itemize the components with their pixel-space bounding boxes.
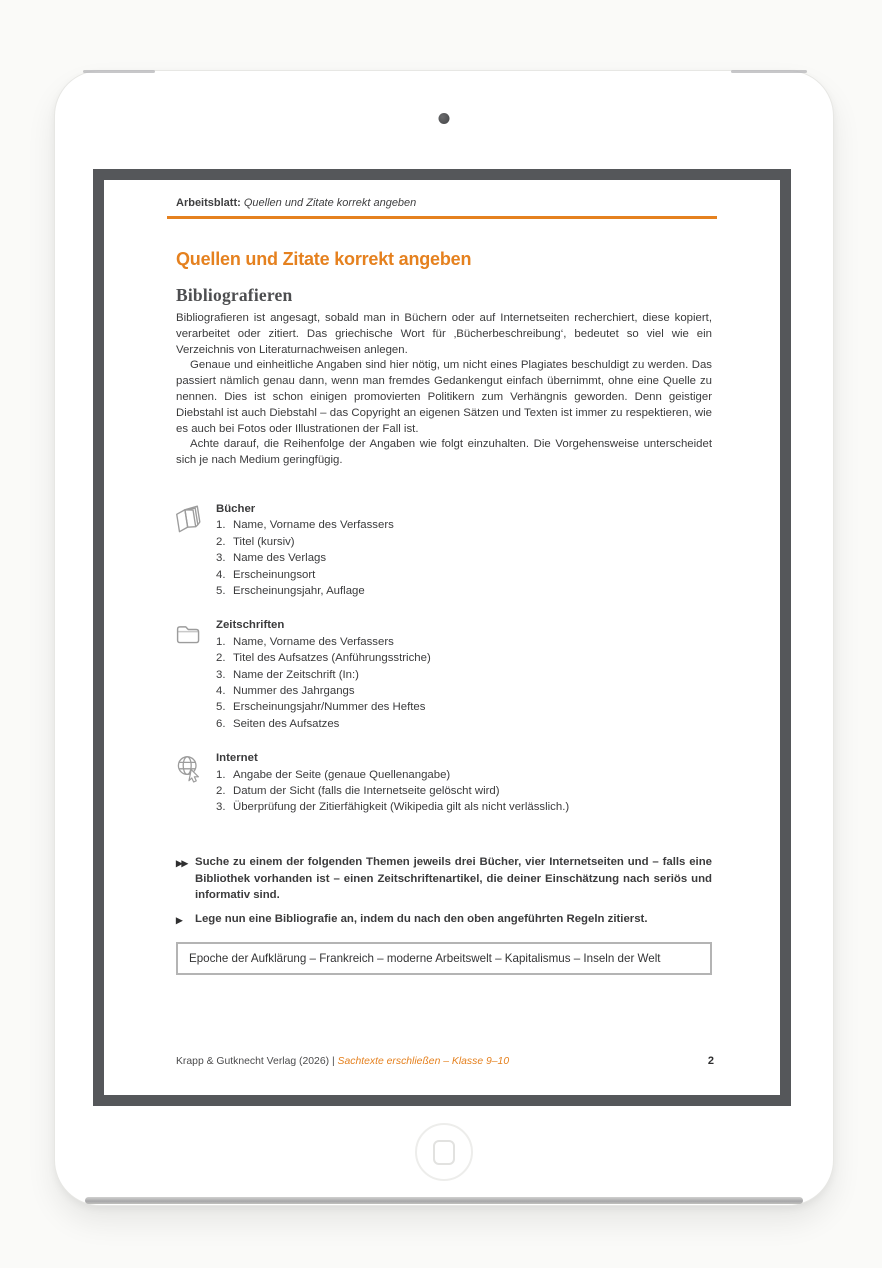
globe-cursor-icon <box>172 750 206 816</box>
footer-series: Sachtexte erschließen – Klasse 9–10 <box>337 1056 510 1067</box>
front-camera-icon <box>439 113 450 124</box>
tablet-device <box>54 70 834 1206</box>
worksheet-frame <box>93 169 791 1106</box>
book-icon <box>172 501 206 599</box>
page-title: Quellen und Zitate korrekt angeben <box>176 249 472 269</box>
list-item: Name des Verlags <box>233 552 327 565</box>
list-item: Erscheinungsjahr/Nummer des Heftes <box>233 701 426 714</box>
paragraph: Achte darauf, die Reihenfolge der Angaben wie folgt einzuhalten. Die Vorgehensweise unterscheidet sich je nach Medium geringfügig. <box>176 438 712 467</box>
section-heading: Bibliografieren <box>176 285 293 305</box>
tablet-edge-highlight <box>731 70 807 73</box>
worksheet-header-title: Quellen und Zitate korrekt angeben <box>243 197 417 209</box>
task-item <box>176 911 712 928</box>
list-item: Angabe der Seite (genaue Quellenangabe) <box>233 768 451 781</box>
topics-box: Epoche der Aufklärung – Frankreich – moderne Arbeitswelt – Kapitalismus – Inseln der Welt <box>176 942 712 975</box>
page-number: 2 <box>707 1055 714 1067</box>
arrow-icon: ▶ <box>176 915 182 926</box>
list-internet <box>172 750 712 816</box>
list-item: Erscheinungsjahr, Auflage <box>233 585 365 597</box>
task-text: Lege nun eine Bibliografie an, indem du nach den oben angeführten Regeln zitierst. <box>195 913 648 926</box>
footer-publisher: Krapp & Gutknecht Verlag (2026) | <box>176 1056 338 1067</box>
list-item: Datum der Sicht (falls die Internetseite gelöscht wird) <box>233 785 500 798</box>
task-item <box>176 854 712 904</box>
list-item: Name der Zeitschrift (In:) <box>233 668 359 681</box>
list-title-buecher: Bücher <box>216 502 256 515</box>
worksheet-page <box>104 180 780 1095</box>
page-footer <box>176 1055 714 1067</box>
list-title-internet: Internet <box>216 752 258 765</box>
list-item: Titel (kursiv) <box>233 535 295 548</box>
list-zeitschriften <box>172 617 712 732</box>
list-item: Seiten des Aufsatzes <box>233 717 340 730</box>
task-instructions <box>176 854 712 928</box>
list-title-zeitschriften: Zeitschriften <box>216 619 285 632</box>
list-items-internet <box>216 767 569 816</box>
worksheet-header-label: Arbeitsblatt: <box>176 197 241 209</box>
list-item: Titel des Aufsatzes (Anführungsstriche) <box>233 652 431 665</box>
list-item: Name, Vorname des Verfassers <box>233 519 394 532</box>
list-item: Name, Vorname des Verfassers <box>233 635 394 648</box>
home-button-square-icon <box>433 1140 455 1165</box>
footer-credit <box>176 1056 509 1067</box>
home-button <box>415 1123 473 1181</box>
task-text: Suche zu einem der folgenden Themen jeweils drei Bücher, vier Internetseiten und – falls eine Bibliothek vorhanden ist – einen Zeitschriftenartikel, die deiner Einschätzung nach seriös und informativ sind. <box>195 855 712 902</box>
list-items-buecher <box>216 517 394 599</box>
list-items-zeitschriften <box>216 634 431 732</box>
double-arrow-icon: ▶▶ <box>176 857 188 868</box>
paragraph: Bibliografieren ist angesagt, sobald man in Büchern oder auf Internetseiten recherchiert, diese kopiert, verarbeitet oder zitiert. Das griechische Wort für ‚Bücherbeschreibung‘, bedeutet so viel wie ein Verzeichnis von Literaturnachweisen anlegen. <box>176 312 712 356</box>
list-item: Überprüfung der Zitierfähigkeit (Wikipedia gilt als nicht verlässlich.) <box>233 801 570 814</box>
paragraph: Genaue und einheitliche Angaben sind hier nötig, um nicht eines Plagiates beschuldigt zu werden. Das passiert nämlich genau dann, wenn man fremdes Gedankengut einfach übernimmt, ohne eine Quelle zu nennen. Dies ist schon einigen promovierten Politikern zum Verhängnis geworden. Denn geistiger Diebstahl ist auch Diebstahl – das Copyright an eigenen Sätzen und Texten ist immer zu respektieren, wie es auch bei Fotos oder Illustrationen der Fall ist. <box>176 359 712 435</box>
list-item: Erscheinungsort <box>233 568 316 581</box>
list-item: Nummer des Jahrgangs <box>233 685 355 698</box>
tablet-edge-highlight <box>83 70 155 73</box>
accent-rule <box>167 216 717 219</box>
list-buecher <box>172 501 712 599</box>
worksheet-header <box>176 196 712 210</box>
folder-icon <box>172 617 206 732</box>
